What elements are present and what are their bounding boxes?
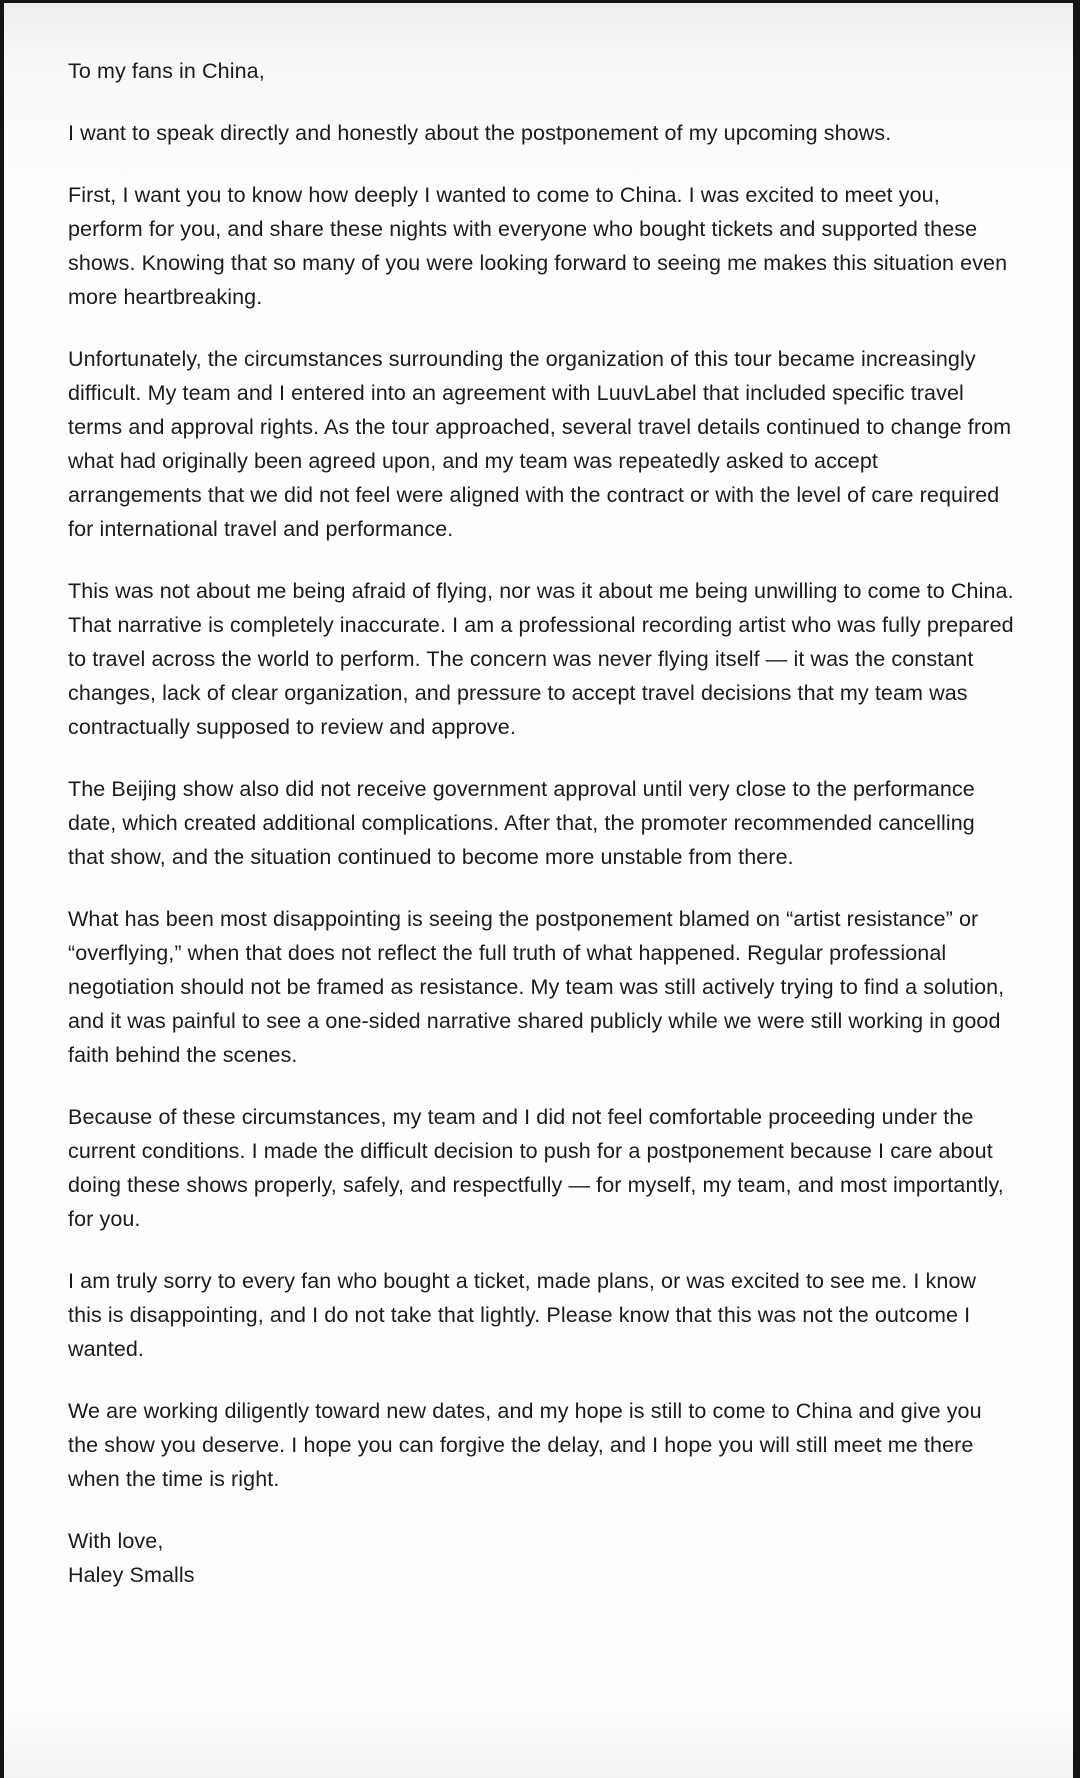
letter-body: [4, 3, 1020, 1592]
letter-signature: Haley Smalls: [68, 1563, 195, 1587]
letter-paragraph: First, I want you to know how deeply I wanted to come to China. I was excited to meet you, perform for you, and share these nights with everyone who bought tickets and supported these shows. Knowing that so many of you were looking forward to seeing me makes this situation even more heartbreaking.: [68, 183, 1008, 309]
letter-paragraph: What has been most disappointing is seeing the postponement blamed on “artist resistance” or “overflying,” when that does not reflect the full truth of what happened. Regular professional negotiation should not be framed as resistance. My team was still actively trying to find a solution, and it was painful to see a one-sided narrative shared publicly while we were still working in good faith behind the scenes.: [68, 907, 1005, 1067]
letter-salutation: To my fans in China,: [68, 59, 265, 83]
letter-paragraph: This was not about me being afraid of flying, nor was it about me being unwilling to come to China. That narrative is completely inaccurate. I am a professional recording artist who was fully prepared to travel across the world to perform. The concern was never flying itself — it was the constant changes, lack of clear organization, and pressure to accept travel decisions that my team was contractually supposed to review and approve.: [68, 579, 1014, 739]
letter-paragraph: The Beijing show also did not receive government approval until very close to the performance date, which created additional complications. After that, the promoter recommended cancelling that show, and the situation continued to become more unstable from there.: [68, 777, 975, 869]
letter-closing: With love,: [68, 1529, 164, 1553]
letter-paragraph: Unfortunately, the circumstances surrounding the organization of this tour became increasingly difficult. My team and I entered into an agreement with LuuvLabel that included specific travel terms and approval rights. As the tour approached, several travel details continued to change from what had originally been agreed upon, and my team was repeatedly asked to accept arrangements that we did not feel were aligned with the contract or with the level of care required for international travel and performance.: [68, 347, 1012, 541]
letter-page: [4, 3, 1073, 1778]
letter-paragraph: Because of these circumstances, my team and I did not feel comfortable proceeding under the current conditions. I made the difficult decision to push for a postponement because I care about doing these shows properly, safely, and respectfully — for myself, my team, and most importantly, for you.: [68, 1105, 1004, 1231]
letter-paragraph: We are working diligently toward new dates, and my hope is still to come to China and give you the show you deserve. I hope you can forgive the delay, and I hope you will still meet me there when the time is right.: [68, 1399, 982, 1491]
letter-paragraph: I am truly sorry to every fan who bought a ticket, made plans, or was excited to see me. I know this is disappointing, and I do not take that lightly. Please know that this was not the outcome I wanted.: [68, 1269, 977, 1361]
letter-paragraph: I want to speak directly and honestly about the postponement of my upcoming shows.: [68, 121, 892, 145]
